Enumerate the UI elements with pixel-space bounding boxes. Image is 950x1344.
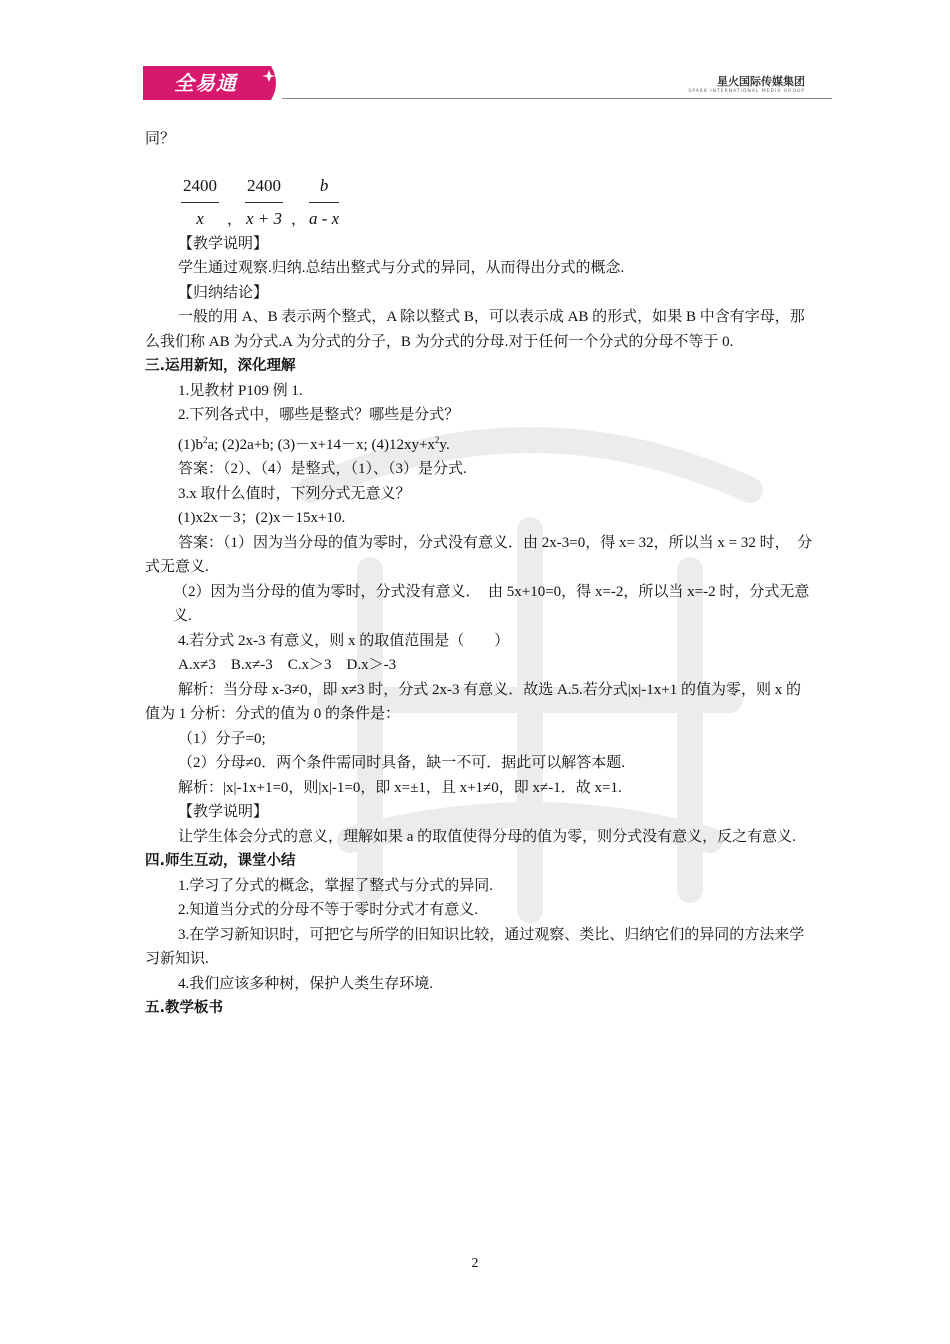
header-rule [282, 98, 832, 99]
text-line: 4.若分式 2x-3 有意义，则 x 的取值范围是（ ） [178, 632, 510, 649]
text-line: 1.学习了分式的概念，掌握了整式与分式的异同. [178, 877, 494, 894]
section-heading: 五.教学板书 [145, 1000, 224, 1016]
text-line: 1.见教材 P109 例 1. [178, 382, 303, 399]
answer-line: 答案：（2）、（4）是整式，（1）、（3）是分式. [178, 461, 467, 477]
logo-text: 全易通 [174, 71, 237, 95]
section-label: 【教学说明】 [178, 804, 269, 820]
document-body [145, 127, 815, 1021]
text-line: 2.下列各式中，哪些是整式？哪些是分式？ [178, 407, 460, 423]
paragraph: 让学生体会分式的意义，理解如果 a 的取值使得分母的值为零，则分式没有意义，反之有意义. [178, 828, 796, 845]
fraction-denominator: x [196, 209, 204, 228]
text-line: （1）分子=0; [178, 730, 266, 747]
comma: ， [227, 211, 243, 228]
page-header [0, 0, 950, 110]
brand-subtitle: SPARK INTERNATIONAL MEDIA GROUP [688, 89, 805, 94]
section-label: 【归纳结论】 [178, 284, 269, 301]
expression-line: (1)x2x－3；(2)x－15x+10. [178, 510, 346, 526]
page-number: 2 [471, 1256, 479, 1271]
text-line: （2）分母≠0．两个条件需同时具备，缺一不可．据此可以解答本题. [178, 755, 625, 771]
text-line: 学生通过观察.归纳.总结出整式与分式的异同，从而得出分式的概念. [178, 260, 625, 276]
answer-paragraph: （2）因为当分母的值为零时，分式没有意义． 由 5x+10=0，得 x=-2，所以当 x=-2 时，分式无意义. [173, 583, 810, 624]
fraction-denominator: x + 3 [245, 209, 283, 228]
section-label: 【教学说明】 [178, 235, 269, 252]
section-heading: 四.师生互动，课堂小结 [145, 853, 296, 869]
text-line: 3.x 取什么值时，下列分式无意义？ [178, 485, 411, 502]
logo [143, 66, 281, 100]
fraction-numerator: 2400 [183, 175, 217, 195]
text-line: 4.我们应该多种树，保护人类生存环境. [178, 975, 434, 992]
fraction-numerator: 2400 [247, 175, 281, 195]
fraction [181, 174, 219, 232]
text-line: 同？ [145, 131, 176, 147]
fraction [245, 174, 283, 232]
fraction [309, 174, 339, 232]
fraction-numerator: b [319, 175, 329, 195]
text-line: 2.知道当分式的分母不等于零时分式才有意义. [178, 902, 479, 918]
fraction-row [145, 152, 815, 232]
brand-name: 星火国际传媒集团 [717, 75, 805, 88]
analysis-paragraph: 解析：当分母 x-3≠0，即 x≠3 时，分式 2x-3 有意义．故选 A.5.若分式|x|-1x+1 的值为零，则 x 的值为 1 分析：分式的值为 0 的条件是： [145, 681, 802, 722]
comma: ， [291, 211, 307, 228]
paragraph: 一般的用 A、B 表示两个整式，A 除以整式 B，可以表示成 AB 的形式，如果 B 中含有字母，那么我们称 AB 为分式.A 为分式的分子，B 为分式的分母.对于任何一个分式的分母不等于 0. [145, 309, 805, 350]
options-line: A.x≠3 B.x≠-3 C.x＞3 D.x＞-3 [178, 657, 397, 673]
paragraph: 3.在学习新知识时，可把它与所学的旧知识比较，通过观察、类比、归纳它们的异同的方法来学习新知识. [145, 926, 805, 967]
analysis-line: 解析：|x|-1x+1=0，则|x|-1=0，即 x=±1，且 x+1≠0，即 x≠-1．故 x=1. [178, 779, 622, 796]
section-heading: 三.运用新知，深化理解 [145, 358, 296, 374]
expression-line: $(1)b^2a$; (2)2a+b; (3)－x+14－x; $(4)12xy+x^2y$. [178, 434, 450, 453]
answer-paragraph: 答案：（1）因为当分母的值为零时，分式没有意义．由 2x-3=0，得 x= 32，所以当 x = 32 时， 分式无意义. [145, 534, 813, 575]
fraction-denominator: a - x [309, 209, 340, 228]
